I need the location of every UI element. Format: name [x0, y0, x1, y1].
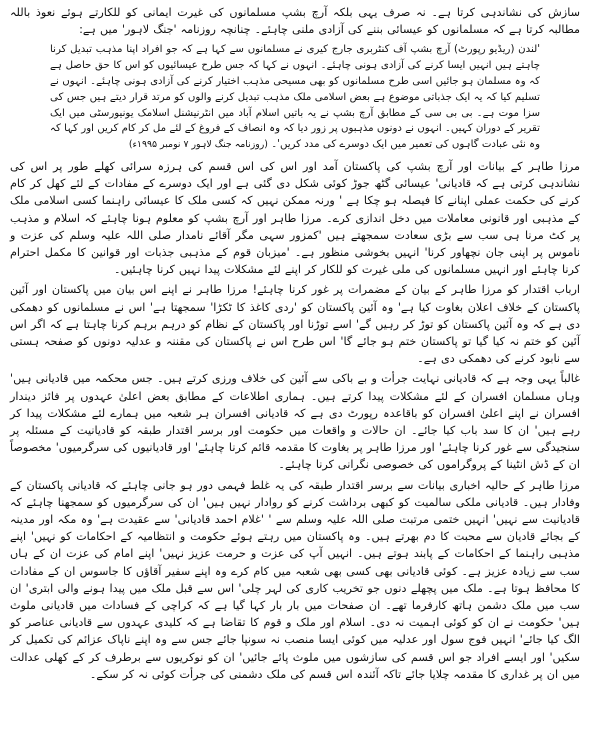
paragraph-alliance: مرزا طاہر کے بیانات اور آرچ بشپ کی پاکستان آمد اور اس کی اس قسم کی ہرزہ سرائی کھلے طور پر اس کی نشاندہی کرتی ہے کہ قادیانی' عیسائی گٹھ جوڑ کوئی شکل دی گئی ہے اور ایک دوسرے کے مفادات کے لئے کھل کر کام کرنے کی حکمت عملی اپنانے کا فیصلہ ہو چکا ہے ' ورنہ ممکن نہیں کہ کسی ملک کا عیسائی راہنما کسی اسلامی ملک کے مذہبی اور قانونی معاملات میں دخل اندازی کرے۔ مرزا طاہر اور آرچ بشپ کو معلوم ہونا چاہئے کہ اسلام و مذہب پر کٹ مرنا ہی سب سے بڑی سعادت سمجھتے ہیں 'کمزور سہی مگر آقائے نامدار صلی اللہ علیہ وسلم کی عزت و ناموس پر اپنی جان نچھاور کرنا' انہیں بخوشی منظور ہے۔ 'میزبان قوم کے مذہبی جذبات اور قوانین کا مکمل احترام کرنا چاہئے اور انہیں مسلمانوں کی ملی غیرت کو للکار کر اپنے لئے مشکلات پیدا نہیں کرنا چاہئیں۔: [10, 159, 580, 277]
paragraph-intro: سازش کی نشاندہی کرتا ہے۔ نہ صرف یہی بلکہ آرچ بشپ مسلمانوں کی غیرت ایمانی کو للکارتے ہوئے نعوذ باللہ مطالبہ کرتا ہے کہ مسلمانوں کو عیسائی بننے کی آزادی ملنی چاہئے۔ چنانچہ روزنامہ 'جنگ لاہور' میں ہے:: [10, 6, 580, 37]
news-quote: [50, 42, 540, 153]
quote-text: 'لندن (ریڈیو رپورٹ) آرچ بشپ آف کنٹربری جارج کیری نے مسلمانوں سے کہا ہے کہ جو افراد اپنا مذہب تبدیل کرنا چاہتے ہیں انہیں ایسا کرنے کی آزادی ہونی چاہئے۔ انہوں نے کہا کہ جس طرح عیسائیوں کو اس کا حق حاصل ہے کہ وہ مسلمان ہو جائیں اسی طرح مسلمانوں کو بھی مسیحی مذہب اختیار کرنے کی آزادی ہونی چاہئے۔ انہوں نے تسلیم کیا کہ یہ ایک جذباتی موضوع ہے بعض اسلامی ملک مذہب تبدیل کرنے والوں کو مرتد قرار دیتے ہیں جس کی سزا موت ہے۔ بی بی سی کے مطابق آرچ بشپ نے یہ باتیں اسلام آباد میں انٹرنیشنل اسلامک یونیورسٹی میں ایک تقریر کے دوران کہیں۔ انہوں نے دونوں مذہبوں پر زور دیا کہ وہ انصاف کے فروغ کے لئے مل کر کام کریں اور کہا کہ وہ نئی عبادت گاہوں کی تعمیر میں ایک دوسرے کی مدد کریں'۔: [50, 44, 540, 151]
paragraph-officials: غالباً یہی وجہ ہے کہ قادیانی نہایت جرأت و بے باکی سے آئین کی خلاف ورزی کرتے ہیں۔ جس محکمہ میں قادیانی ہیں' وہاں مسلمان افسران کے لئے مشکلات پیدا کرتے ہیں۔ ہماری اطلاعات کے مطابق بعض اعلیٰ عہدوں پر فائز دیندار افسران نے اپنے اعلیٰ افسران کو باقاعدہ رپورٹ دی ہے کہ قادیانی افسران ہر شعبہ میں ہمارے لئے مشکلات پیدا کر رہے ہیں' ان کا سد باب کیا جائے۔ ان حالات و واقعات میں حکومت اور برسر اقتدار طبقہ کو قادیانیت کے مسئلہ پر سنجیدگی سے غور کرنا چاہئے' اور مرزا طاہر پر بغاوت کا مقدمہ قائم کرنا چاہئے' اور قادیانیوں کی سرگرمیوں' مخصوصاً ان کے ڈش انٹینا کے پروگراموں کی خصوصی نگرانی کرنا چاہئے۔: [10, 372, 580, 472]
quote-citation: (روزنامہ جنگ لاہور ۷ نومبر ۱۹۹۵ء): [128, 139, 268, 151]
paragraph-authorities: ارباب اقتدار کو مرزا طاہر کے بیان کے مضمرات پر غور کرنا چاہئے! مرزا طاہر نے اپنے اس بیان میں پاکستان اور آئین پاکستان کے خلاف اعلان بغاوت کیا ہے' وہ آئین پاکستان کو 'ردی کاغذ کا ٹکڑا' سمجھتا ہے' اس نے مسلمانوں کو دھمکی دی ہے کہ وہ آئین پاکستان کو توڑ کر رہیں گے' اسے توڑنا اور پاکستان کے نظام کو درہم برہم کرنا چاہتا ہے کہ اگر اس آئین کو ختم نہ کیا گیا تو پاکستان ختم ہو جائے گا' اس طرح اس نے پاکستان کی مقننہ و عدلیہ دونوں کو صفحہ ہستی سے نابود کرنے کی دھمکی دی ہے۔: [10, 283, 580, 366]
paragraph-conclusion: مرزا طاہر کے حالیہ اخباری بیانات سے برسر اقتدار طبقہ کی یہ غلط فہمی دور ہو جانی چاہئے کہ قادیانی پاکستان کے وفادار ہیں۔ قادیانی ملکی سالمیت کو کبھی برداشت کرنے کو روادار نہیں ہیں' ان کی سرگرمیوں کو سمجھنا چاہئے کہ قادیانیت سے نہیں' انہیں ختمی مرتبت صلی اللہ علیہ وسلم سے ' 'غلام احمد قادیانی' سے عقیدت ہے' وہ مکہ اور مدینہ کے بجائے قادیان سے محبت کا دم بھرتے ہیں۔ وہ پاکستان میں رہتے ہوئے حکومت و انتظامیہ کے احکامات کو نہیں' اپنے مذہبی راہنما کے احکامات کے پابند ہوتے ہیں۔ انہیں آپ کی عزت و حرمت عزیز نہیں' اپنے امام کی عزت ان کے ہاں سب سے زیادہ عزیز ہے۔ کوئی قادیانی بھی کسی بھی شعبہ میں کام کرے وہ اپنے سفیر آقاؤں کا جاسوس ان کے مفادات کا محافظ ہوتا ہے۔ ملک میں پچھلے دنوں جو تخریب کاری کی لہر چلی' اس سے قبل ملک میں پیدا ہونے والی ابتری' ان سب میں ملک دشمن ہاتھ کارفرما تھے۔ ان صفحات میں بار بار کہا گیا ہے کہ کراچی کے فسادات میں قادیانی ملوث ہیں' حکومت نے ان کو کوئی اہمیت نہ دی۔ اسلام اور ملک و قوم کا تقاضا ہے کہ کلیدی عہدوں سے قادیانی عناصر کو الگ کیا جائے' انہیں فوج سول اور عدلیہ میں کوئی ایسا منصب نہ سونپا جائے جس سے وہ اپنے ناپاک عزائم کی تکمیل کر سکیں' اور ایسے افراد جو اس قسم کی سازشوں میں ملوث پائے جائیں' ان کو نوکریوں سے برطرف کر کے کھلی عدالت میں ان پر غداری کا مقدمہ چلایا جائے تاکہ آئندہ اس قسم کی ملک دشمنی کی جرأت کوئی نہ کر سکے۔: [10, 478, 580, 681]
